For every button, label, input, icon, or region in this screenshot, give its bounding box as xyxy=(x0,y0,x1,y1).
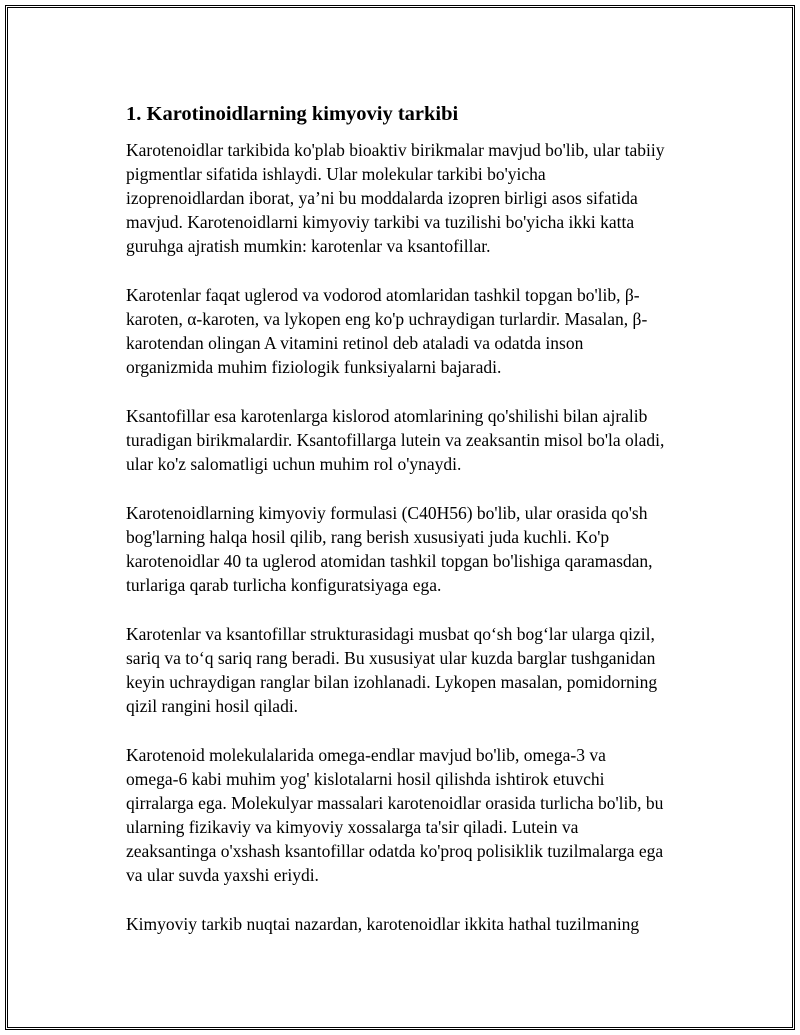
text-line: izoprenoidlardan iborat, ya’ni bu moddalarda izopren birligi asos sifatida xyxy=(126,188,638,208)
text-line: qizil rangini hosil qiladi. xyxy=(126,696,299,716)
text-line: omega-6 kabi muhim yog' kislotalarni hosil qilishda ishtirok etuvchi xyxy=(126,769,605,789)
paragraph-spacer xyxy=(126,597,696,622)
text-line: ular ko'z salomatligi uchun muhim rol o'ynaydi. xyxy=(126,454,462,474)
paragraph-2 xyxy=(126,283,696,379)
paragraph-5 xyxy=(126,622,696,718)
paragraph-6 xyxy=(126,743,696,887)
text-line: bog'larning halqa hosil qilib, rang berish xususiyati juda kuchli. Ko'p xyxy=(126,527,610,547)
text-line: mavjud. Karotenoidlarni kimyoviy tarkibi va tuzilishi bo'yicha ikki katta xyxy=(126,212,635,232)
paragraph-1 xyxy=(126,138,696,258)
paragraph-spacer xyxy=(126,379,696,404)
text-line: Karotenoidlarning kimyoviy formulasi (C40H56) bo'lib, ular orasida qo'sh xyxy=(126,503,648,523)
page-frame xyxy=(5,5,795,1030)
paragraph-spacer xyxy=(126,718,696,743)
text-line: sariq va to‘q sariq rang beradi. Bu xususiyat ular kuzda barglar tushganidan xyxy=(126,648,656,668)
text-line: Karotenoidlar tarkibida ko'plab bioaktiv birikmalar mavjud bo'lib, ular tabiiy xyxy=(126,140,665,160)
text-line: guruhga ajratish mumkin: karotenlar va ksantofillar. xyxy=(126,236,491,256)
text-line: Kimyoviy tarkib nuqtai nazardan, karotenoidlar ikkita hathal tuzilmaning xyxy=(126,914,640,934)
document-body xyxy=(126,100,696,936)
paragraph-7 xyxy=(126,912,696,936)
section-heading: 1. Karotinoidlarning kimyoviy tarkibi xyxy=(126,103,459,125)
paragraph-spacer xyxy=(126,887,696,912)
text-line: zeaksantinga o'xshash ksantofillar odatda ko'proq polisiklik tuzilmalarga ega xyxy=(126,841,664,861)
text-line: organizmida muhim fiziologik funksiyalarni bajaradi. xyxy=(126,357,502,377)
text-line: karotendan olingan A vitamini retinol deb ataladi va odatda inson xyxy=(126,333,584,353)
text-line: turadigan birikmalardir. Ksantofillarga lutein va zeaksantin misol bo'la oladi, xyxy=(126,430,665,450)
text-line: turlariga qarab turlicha konfiguratsiyaga ega. xyxy=(126,575,442,595)
paragraph-3 xyxy=(126,404,696,476)
text-line: Ksantofillar esa karotenlarga kislorod atomlarining qo'shilishi bilan ajralib xyxy=(126,406,648,426)
text-line: ularning fizikaviy va kimyoviy xossalarga ta'sir qiladi. Lutein va xyxy=(126,817,579,837)
text-line: va ular suvda yaxshi eriydi. xyxy=(126,865,319,885)
text-line: pigmentlar sifatida ishlaydi. Ular molekular tarkibi bo'yicha xyxy=(126,164,546,184)
paragraph-spacer xyxy=(126,258,696,283)
text-line: qirralarga ega. Molekulyar massalari karotenoidlar orasida turlicha bo'lib, bu xyxy=(126,793,664,813)
text-line: karotenoidlar 40 ta uglerod atomidan tashkil topgan bo'lishiga qaramasdan, xyxy=(126,551,653,571)
paragraph-spacer xyxy=(126,476,696,501)
text-line: keyin uchraydigan ranglar bilan izohlanadi. Lykopen masalan, pomidorning xyxy=(126,672,658,692)
text-line: Karotenlar va ksantofillar strukturasidagi musbat qo‘sh bog‘lar ularga qizil, xyxy=(126,624,655,644)
paragraph-4 xyxy=(126,501,696,597)
text-line: karoten, α-karoten, va lykopen eng ko'p uchraydigan turlardir. Masalan, β- xyxy=(126,309,648,329)
text-line: Karotenoid molekulalarida omega-endlar mavjud bo'lib, omega-3 va xyxy=(126,745,606,765)
text-line: Karotenlar faqat uglerod va vodorod atomlaridan tashkil topgan bo'lib, β- xyxy=(126,285,640,305)
